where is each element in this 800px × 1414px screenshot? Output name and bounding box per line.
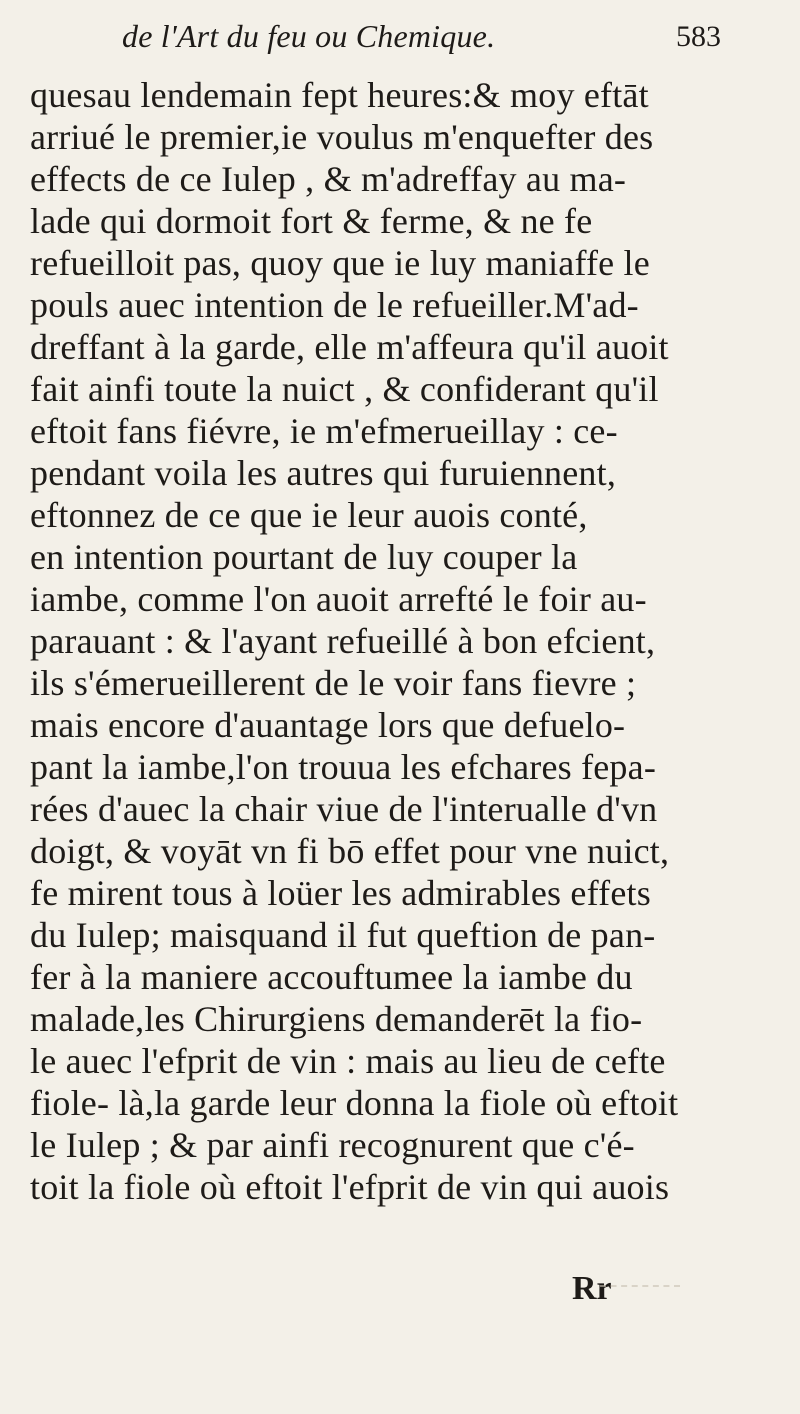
text-line: parauant : & l'ayant refueillé à bon efcient,: [30, 621, 656, 661]
text-line: du Iulep; maisquand il fut queftion de pan-: [30, 915, 656, 955]
text-line: mais encore d'auantage lors que defuelo-: [30, 705, 626, 745]
text-line: en intention pourtant de luy couper la: [30, 537, 578, 577]
text-line: fiole- là,la garde leur donna la fiole où eftoit: [30, 1083, 679, 1123]
text-line: refueilloit pas, quoy que ie luy maniaffe le: [30, 243, 650, 283]
page-number: 583: [676, 20, 721, 53]
text-line: fer à la maniere accouftumee la iambe du: [30, 957, 633, 997]
text-line: effects de ce Iulep , & m'adreffay au ma-: [30, 159, 627, 199]
text-line: quesau lendemain fept heures:& moy eftāt: [30, 75, 649, 115]
text-line: dreffant à la garde, elle m'affeura qu'il auoit: [30, 327, 669, 367]
text-line: iambe, comme l'on auoit arrefté le foir au-: [30, 579, 647, 619]
text-line: eftoit fans fiévre, ie m'efmerueillay : ce-: [30, 411, 618, 451]
running-head: de l'Art du feu ou Chemique.: [122, 18, 496, 54]
text-line: arriué le premier,ie voulus m'enquefter des: [30, 117, 654, 157]
text-line: pendant voila les autres qui furuiennent,: [30, 453, 617, 493]
ink-blemish: [600, 1285, 680, 1297]
text-line: malade,les Chirurgiens demanderēt la fio-: [30, 999, 643, 1039]
text-line: fe mirent tous à loüer les admirables effets: [30, 873, 651, 913]
text-line: rées d'auec la chair viue de l'interualle d'vn: [30, 789, 658, 829]
text-line: pouls auec intention de le refueiller.M'ad-: [30, 285, 639, 325]
text-line: eftonnez de ce que ie leur auois conté,: [30, 495, 588, 535]
text-line: le Iulep ; & par ainfi recognurent que c'é-: [30, 1125, 635, 1165]
text-line: lade qui dormoit fort & ferme, & ne fe: [30, 201, 593, 241]
text-line: fait ainfi toute la nuict , & confiderant qu'il: [30, 369, 659, 409]
text-line: pant la iambe,l'on trouua les efchares fepa-: [30, 747, 657, 787]
signature-mark: Rr: [572, 1270, 612, 1307]
text-line: le auec l'efprit de vin : mais au lieu de cefte: [30, 1041, 666, 1081]
page-header: [0, 8, 800, 68]
body-text: [30, 74, 790, 1208]
text-line: doigt, & voyāt vn fi bō effet pour vne nuict,: [30, 831, 670, 871]
text-line: toit la fiole où eftoit l'efprit de vin qui auois: [30, 1167, 670, 1207]
text-line: ils s'émerueillerent de le voir fans fievre ;: [30, 663, 637, 703]
